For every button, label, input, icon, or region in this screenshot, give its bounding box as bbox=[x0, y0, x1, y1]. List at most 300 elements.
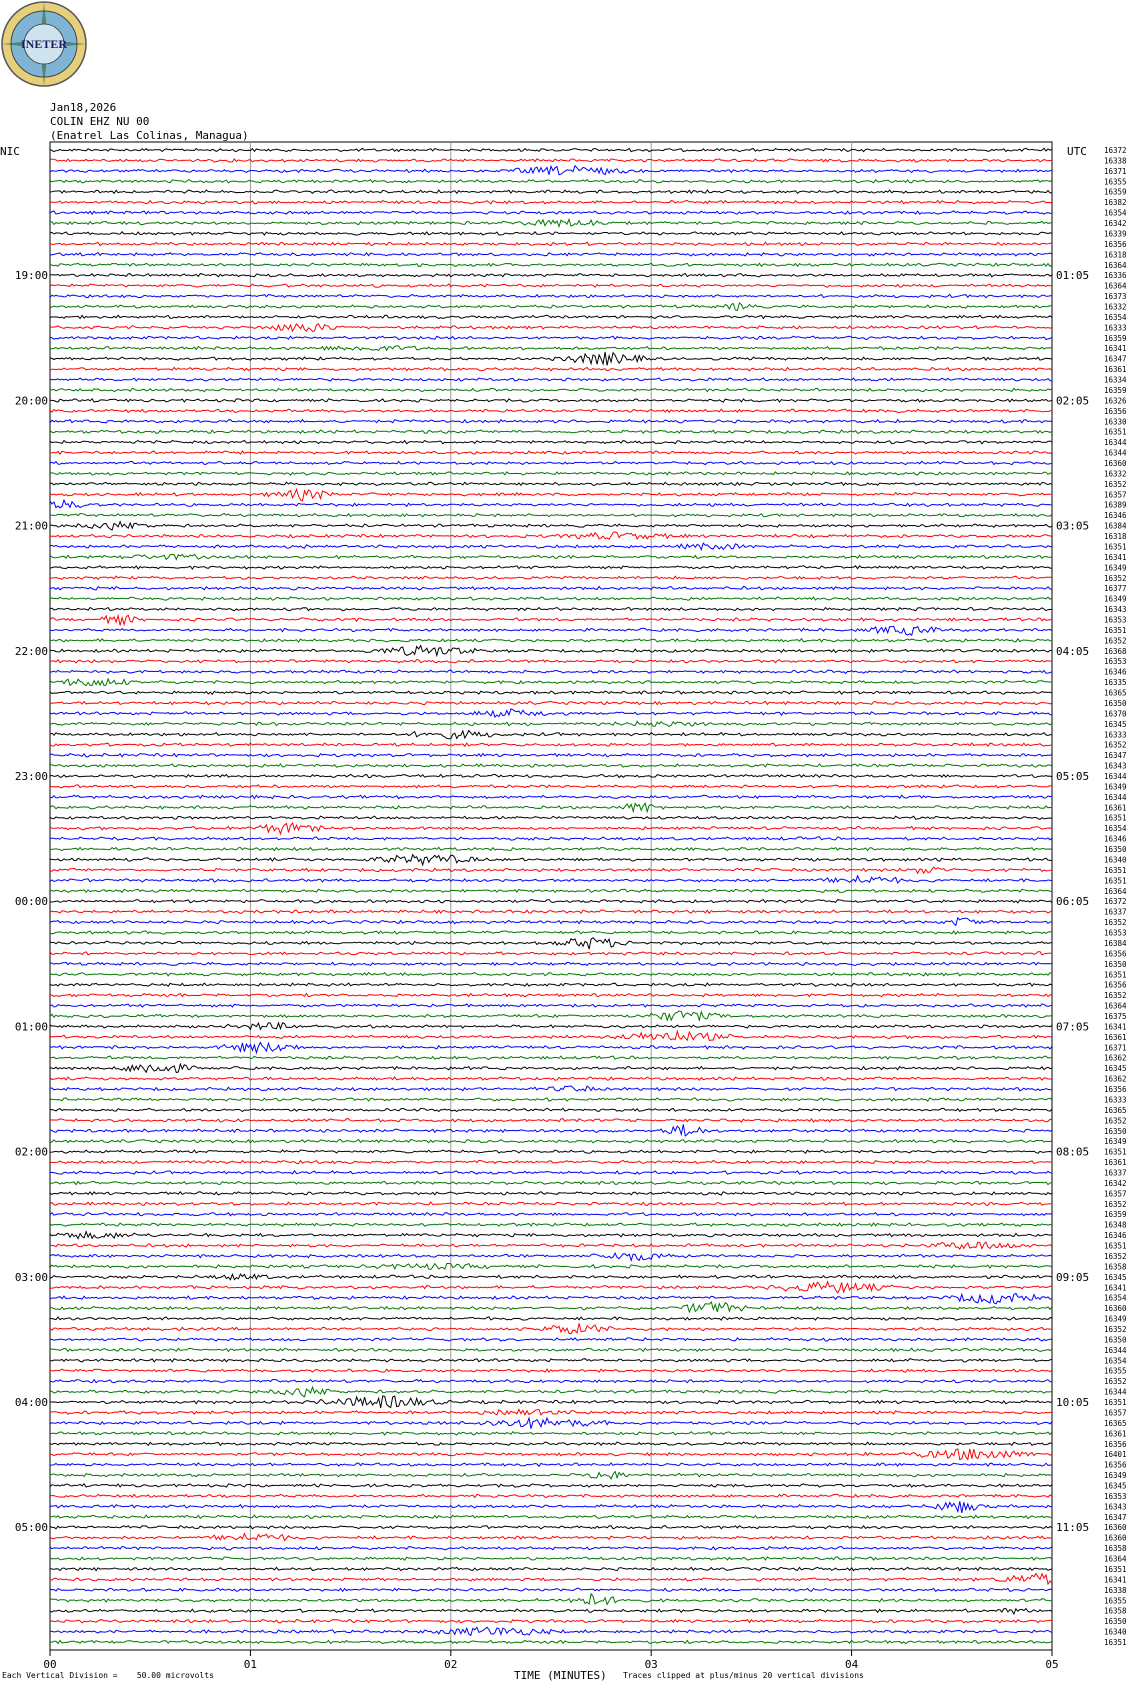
trace-value-label: 16347 bbox=[1104, 751, 1127, 761]
seismic-trace bbox=[50, 1409, 1052, 1415]
trace-value-label: 16365 bbox=[1104, 1105, 1127, 1115]
seismic-trace bbox=[50, 1031, 1052, 1040]
left-time-label: 05:00 bbox=[14, 1521, 48, 1535]
trace-value-label: 16342 bbox=[1104, 1178, 1127, 1188]
seismic-trace bbox=[50, 1369, 1052, 1372]
trace-value-label: 16345 bbox=[1104, 1064, 1127, 1074]
trace-value-label: 16351 bbox=[1104, 876, 1127, 886]
trace-value-label: 16353 bbox=[1104, 1491, 1127, 1501]
seismic-trace bbox=[50, 253, 1052, 256]
trace-value-label: 16352 bbox=[1104, 740, 1127, 750]
seismic-trace bbox=[50, 973, 1052, 976]
trace-value-label: 16343 bbox=[1104, 605, 1127, 615]
trace-value-label: 16361 bbox=[1104, 803, 1127, 813]
trace-value-label: 16350 bbox=[1104, 1126, 1127, 1136]
right-time-label: 02:05 bbox=[1056, 394, 1090, 408]
right-time-label: 08:05 bbox=[1056, 1145, 1090, 1159]
seismic-trace bbox=[50, 1594, 1052, 1605]
trace-value-label: 16356 bbox=[1104, 949, 1127, 959]
seismic-trace bbox=[50, 303, 1052, 310]
seismic-trace bbox=[50, 451, 1052, 454]
right-time-label: 03:05 bbox=[1056, 519, 1090, 533]
trace-value-label: 16333 bbox=[1104, 730, 1127, 740]
seismic-trace bbox=[50, 646, 1052, 656]
trace-value-label: 16364 bbox=[1104, 886, 1127, 896]
seismic-trace bbox=[50, 1202, 1052, 1205]
trace-value-label: 16358 bbox=[1104, 1262, 1127, 1272]
trace-value-label: 16344 bbox=[1104, 792, 1127, 802]
seismic-trace bbox=[50, 1098, 1052, 1101]
trace-value-label: 16357 bbox=[1104, 1408, 1127, 1418]
x-tick-label: 04 bbox=[844, 1658, 859, 1671]
seismic-trace bbox=[50, 1023, 1052, 1030]
left-time-label: 19:00 bbox=[14, 269, 48, 283]
trace-value-label: 16349 bbox=[1104, 1314, 1127, 1324]
seismic-trace bbox=[50, 889, 1052, 892]
left-time-label: 01:00 bbox=[14, 1020, 48, 1034]
seismic-trace bbox=[50, 1077, 1052, 1080]
trace-value-label: 16349 bbox=[1104, 1137, 1127, 1147]
seismic-trace bbox=[50, 1449, 1052, 1460]
trace-value-label: 16350 bbox=[1104, 845, 1127, 855]
trace-value-label: 16354 bbox=[1104, 1356, 1127, 1366]
seismic-trace bbox=[50, 201, 1052, 204]
trace-value-label: 16351 bbox=[1104, 1638, 1127, 1647]
trace-value-label: 16318 bbox=[1104, 532, 1127, 542]
seismic-trace bbox=[50, 1056, 1052, 1059]
trace-value-label: 16354 bbox=[1104, 312, 1127, 322]
trace-value-label: 16344 bbox=[1104, 1387, 1127, 1397]
trace-value-label: 16332 bbox=[1104, 469, 1127, 479]
seismic-trace bbox=[50, 1011, 1052, 1020]
trace-value-label: 16373 bbox=[1104, 292, 1127, 302]
trace-value-label: 16359 bbox=[1104, 333, 1127, 343]
trace-value-label: 16364 bbox=[1104, 281, 1127, 291]
trace-value-label: 16354 bbox=[1104, 1293, 1127, 1303]
seismic-trace bbox=[50, 1124, 1052, 1136]
seismic-trace bbox=[50, 1264, 1052, 1270]
seismic-trace bbox=[50, 522, 1052, 530]
seismic-trace bbox=[50, 1348, 1052, 1351]
seismic-trace bbox=[50, 1588, 1052, 1591]
trace-value-label: 16340 bbox=[1104, 1627, 1127, 1637]
seismic-trace bbox=[50, 1609, 1052, 1615]
trace-value-label: 16349 bbox=[1104, 563, 1127, 573]
seismic-trace bbox=[50, 232, 1052, 235]
seismic-trace bbox=[50, 482, 1052, 485]
x-tick-label: 00 bbox=[43, 1658, 57, 1671]
trace-group bbox=[50, 148, 1052, 1643]
clip-note: Traces clipped at plus/minus 20 vertical divisions bbox=[623, 1671, 864, 1680]
left-time-label: 00:00 bbox=[14, 895, 48, 909]
right-time-label: 04:05 bbox=[1056, 644, 1090, 658]
trace-value-label: 16345 bbox=[1104, 1272, 1127, 1282]
trace-value-label: 16351 bbox=[1104, 865, 1127, 875]
trace-value-label: 16360 bbox=[1104, 1304, 1127, 1314]
left-timezone-label: NIC bbox=[0, 145, 20, 158]
seismic-trace bbox=[50, 1232, 1052, 1239]
seismic-trace bbox=[50, 962, 1052, 965]
trace-value-label: 16352 bbox=[1104, 1199, 1127, 1209]
trace-value-label: 16351 bbox=[1104, 1147, 1127, 1157]
seismic-trace bbox=[50, 1171, 1052, 1174]
seismic-trace bbox=[50, 576, 1052, 579]
seismic-trace bbox=[50, 1432, 1052, 1435]
seismic-trace bbox=[50, 983, 1052, 986]
seismic-trace bbox=[50, 774, 1052, 777]
trace-value-label: 16347 bbox=[1104, 354, 1127, 364]
seismic-trace bbox=[50, 489, 1052, 500]
seismic-trace bbox=[50, 1494, 1052, 1497]
trace-value-label: 16364 bbox=[1104, 1001, 1127, 1011]
trace-value-label: 16356 bbox=[1104, 1085, 1127, 1095]
seismic-trace bbox=[50, 691, 1052, 694]
trace-value-label: 16361 bbox=[1104, 1032, 1127, 1042]
x-axis-ticks bbox=[43, 1650, 1058, 1671]
trace-value-label: 16382 bbox=[1104, 198, 1127, 208]
trace-value-label: 16362 bbox=[1104, 1053, 1127, 1063]
trace-value-label: 16377 bbox=[1104, 584, 1127, 594]
trace-value-label: 16372 bbox=[1104, 146, 1127, 155]
seismic-trace bbox=[50, 764, 1052, 767]
seismic-trace bbox=[50, 284, 1052, 287]
trace-value-label: 16365 bbox=[1104, 688, 1127, 698]
seismic-trace bbox=[50, 938, 1052, 949]
seismic-trace bbox=[50, 461, 1052, 464]
seismic-trace bbox=[50, 910, 1052, 913]
seismic-trace bbox=[50, 1526, 1052, 1529]
trace-value-label: 16333 bbox=[1104, 323, 1127, 333]
x-tick-label: 01 bbox=[243, 1658, 258, 1671]
seismic-trace bbox=[50, 315, 1052, 318]
seismic-trace bbox=[50, 1534, 1052, 1541]
trace-value-label: 16371 bbox=[1104, 1043, 1127, 1053]
trace-value-label: 16338 bbox=[1104, 1585, 1127, 1595]
trace-value-label: 16364 bbox=[1104, 1554, 1127, 1564]
seismic-trace bbox=[50, 532, 1052, 539]
right-time-label: 11:05 bbox=[1056, 1521, 1090, 1535]
seismic-trace bbox=[50, 855, 1052, 865]
trace-value-label: 16341 bbox=[1104, 344, 1127, 354]
trace-value-label: 16352 bbox=[1104, 1251, 1127, 1261]
trace-value-label: 16350 bbox=[1104, 698, 1127, 708]
seismic-trace bbox=[50, 1140, 1052, 1143]
seismic-trace bbox=[50, 1620, 1052, 1623]
seismic-trace bbox=[50, 166, 1052, 175]
left-time-label: 04:00 bbox=[14, 1396, 48, 1410]
svg-text:INETER: INETER bbox=[20, 37, 68, 51]
seismic-trace bbox=[50, 352, 1052, 365]
seismic-trace bbox=[50, 1160, 1052, 1163]
trace-value-label: 16364 bbox=[1104, 260, 1127, 270]
trace-value-label: 16353 bbox=[1104, 928, 1127, 938]
trace-value-label: 16340 bbox=[1104, 855, 1127, 865]
trace-value-label: 16330 bbox=[1104, 417, 1127, 427]
seismic-trace bbox=[50, 336, 1052, 339]
seismic-trace bbox=[50, 1515, 1052, 1518]
seismic-trace bbox=[50, 148, 1052, 151]
trace-value-label: 16341 bbox=[1104, 1283, 1127, 1293]
trace-value-label: 16352 bbox=[1104, 1377, 1127, 1387]
trace-value-label: 16337 bbox=[1104, 1168, 1127, 1178]
seismic-trace bbox=[50, 1640, 1052, 1643]
trace-value-label: 16356 bbox=[1104, 1439, 1127, 1449]
trace-value-label: 16346 bbox=[1104, 834, 1127, 844]
seismic-trace bbox=[50, 500, 1052, 508]
trace-value-label: 16360 bbox=[1104, 1523, 1127, 1533]
seismic-trace bbox=[50, 1282, 1052, 1293]
x-axis-title: TIME (MINUTES) bbox=[514, 1669, 607, 1682]
trace-value-label: 16341 bbox=[1104, 1575, 1127, 1585]
seismic-trace bbox=[50, 587, 1052, 590]
trace-value-label: 16351 bbox=[1104, 1564, 1127, 1574]
seismic-trace bbox=[50, 346, 1052, 351]
scale-note: Each Vertical Division = 50.00 microvolts bbox=[2, 1671, 214, 1680]
trace-value-label: 16349 bbox=[1104, 594, 1127, 604]
trace-value-label: 16352 bbox=[1104, 918, 1127, 928]
trace-value-label: 16384 bbox=[1104, 521, 1127, 531]
trace-value-label: 16348 bbox=[1104, 1220, 1127, 1230]
seismic-trace bbox=[50, 368, 1052, 371]
seismic-trace bbox=[50, 670, 1052, 673]
seismic-trace bbox=[50, 1547, 1052, 1550]
seismic-trace bbox=[50, 837, 1052, 840]
trace-value-label: 16346 bbox=[1104, 511, 1127, 521]
seismic-trace bbox=[50, 1086, 1052, 1091]
trace-value-label: 16352 bbox=[1104, 573, 1127, 583]
seismic-trace bbox=[50, 543, 1052, 550]
seismic-trace bbox=[50, 1192, 1052, 1195]
seismic-trace bbox=[50, 1253, 1052, 1260]
left-time-label: 22:00 bbox=[14, 644, 48, 658]
seismic-trace bbox=[50, 1181, 1052, 1184]
trace-value-label: 16341 bbox=[1104, 552, 1127, 562]
x-tick-label: 03 bbox=[644, 1658, 658, 1671]
seismic-trace bbox=[50, 1323, 1052, 1334]
seismic-trace bbox=[50, 1302, 1052, 1312]
seismic-trace bbox=[50, 1150, 1052, 1153]
header-location: (Enatrel Las Colinas, Managua) bbox=[50, 129, 249, 142]
seismic-trace bbox=[50, 900, 1052, 903]
seismic-trace bbox=[50, 1213, 1052, 1216]
trace-value-label: 16336 bbox=[1104, 271, 1127, 281]
trace-value-label: 16351 bbox=[1104, 970, 1127, 980]
seismic-trace bbox=[50, 219, 1052, 226]
seismic-trace bbox=[50, 1004, 1052, 1007]
trace-value-label: 16359 bbox=[1104, 187, 1127, 197]
trace-value-label: 16353 bbox=[1104, 657, 1127, 667]
trace-value-label: 16360 bbox=[1104, 459, 1127, 469]
trace-value-label: 16349 bbox=[1104, 1471, 1127, 1481]
trace-value-label: 16342 bbox=[1104, 219, 1127, 229]
seismic-trace bbox=[50, 1293, 1052, 1304]
trace-value-label: 16355 bbox=[1104, 1596, 1127, 1606]
x-tick-label: 02 bbox=[444, 1658, 458, 1671]
seismic-trace bbox=[50, 1442, 1052, 1445]
trace-value-label: 16344 bbox=[1104, 448, 1127, 458]
trace-value-label: 16359 bbox=[1104, 385, 1127, 395]
trace-value-label: 16375 bbox=[1104, 1011, 1127, 1021]
right-time-label: 05:05 bbox=[1056, 770, 1090, 784]
seismic-trace bbox=[50, 918, 1052, 926]
trace-value-label: 16350 bbox=[1104, 1335, 1127, 1345]
left-time-label: 23:00 bbox=[14, 770, 48, 784]
seismic-trace bbox=[50, 441, 1052, 444]
trace-value-label: 16332 bbox=[1104, 302, 1127, 312]
seismic-trace bbox=[50, 660, 1052, 663]
trace-value-label: 16365 bbox=[1104, 1418, 1127, 1428]
seismic-trace bbox=[50, 554, 1052, 559]
trace-value-label: 16361 bbox=[1104, 365, 1127, 375]
trace-value-label: 16351 bbox=[1104, 1241, 1127, 1251]
right-timezone-label: UTC bbox=[1067, 145, 1087, 158]
trace-value-label: 16344 bbox=[1104, 772, 1127, 782]
seismic-trace bbox=[50, 1574, 1052, 1585]
seismic-trace bbox=[50, 721, 1052, 726]
trace-value-label: 16334 bbox=[1104, 375, 1127, 385]
trace-value-label: 16351 bbox=[1104, 542, 1127, 552]
trace-value-label: 16355 bbox=[1104, 1366, 1127, 1376]
trace-value-label: 16358 bbox=[1104, 1544, 1127, 1554]
trace-value-label: 16356 bbox=[1104, 406, 1127, 416]
seismic-trace bbox=[50, 1380, 1052, 1383]
trace-value-label: 16351 bbox=[1104, 813, 1127, 823]
seismic-trace bbox=[50, 1242, 1052, 1249]
trace-value-label: 16333 bbox=[1104, 1095, 1127, 1105]
seismic-trace bbox=[50, 388, 1052, 391]
trace-value-label: 16357 bbox=[1104, 1189, 1127, 1199]
left-time-label: 21:00 bbox=[14, 519, 48, 533]
trace-value-label: 16339 bbox=[1104, 229, 1127, 239]
seismic-trace bbox=[50, 159, 1052, 162]
trace-value-labels bbox=[1104, 146, 1127, 1647]
seismic-trace bbox=[50, 754, 1052, 757]
seismic-trace bbox=[50, 1338, 1052, 1341]
trace-value-label: 16326 bbox=[1104, 396, 1127, 406]
trace-value-label: 16356 bbox=[1104, 239, 1127, 249]
seismic-trace bbox=[50, 1418, 1052, 1429]
trace-value-label: 16338 bbox=[1104, 156, 1127, 166]
trace-value-label: 16354 bbox=[1104, 824, 1127, 834]
trace-value-label: 16347 bbox=[1104, 1512, 1127, 1522]
trace-value-label: 16350 bbox=[1104, 1617, 1127, 1627]
trace-value-label: 16370 bbox=[1104, 709, 1127, 719]
trace-value-label: 16368 bbox=[1104, 646, 1127, 656]
trace-value-label: 16346 bbox=[1104, 1231, 1127, 1241]
right-time-labels bbox=[1056, 269, 1089, 1534]
trace-value-label: 16352 bbox=[1104, 1324, 1127, 1334]
trace-value-label: 16353 bbox=[1104, 615, 1127, 625]
trace-value-label: 16372 bbox=[1104, 897, 1127, 907]
seismic-trace bbox=[50, 931, 1052, 934]
seismic-trace bbox=[50, 731, 1052, 739]
seismic-trace bbox=[50, 803, 1052, 811]
seismic-trace bbox=[50, 993, 1052, 996]
left-time-label: 20:00 bbox=[14, 394, 48, 408]
seismic-trace bbox=[50, 867, 1052, 873]
trace-value-label: 16343 bbox=[1104, 1502, 1127, 1512]
seismic-trace bbox=[50, 709, 1052, 717]
trace-value-label: 16351 bbox=[1104, 427, 1127, 437]
trace-value-label: 16354 bbox=[1104, 208, 1127, 218]
trace-value-label: 16343 bbox=[1104, 761, 1127, 771]
seismic-trace bbox=[50, 597, 1052, 600]
trace-value-label: 16345 bbox=[1104, 719, 1127, 729]
seismic-trace bbox=[50, 566, 1052, 569]
header-date: Jan18,2026 bbox=[50, 101, 117, 114]
trace-value-label: 16344 bbox=[1104, 438, 1127, 448]
seismic-trace bbox=[50, 211, 1052, 214]
seismic-trace bbox=[50, 615, 1052, 625]
seismic-trace bbox=[50, 399, 1052, 402]
trace-value-label: 16355 bbox=[1104, 177, 1127, 187]
seismic-trace bbox=[50, 626, 1052, 635]
seismic-trace bbox=[50, 1064, 1052, 1073]
trace-value-label: 16337 bbox=[1104, 907, 1127, 917]
seismic-trace bbox=[50, 242, 1052, 245]
right-time-label: 09:05 bbox=[1056, 1270, 1090, 1284]
seismic-trace bbox=[50, 1472, 1052, 1479]
seismic-trace bbox=[50, 1317, 1052, 1320]
x-tick-label: 05 bbox=[1045, 1658, 1059, 1671]
seismic-trace bbox=[50, 1463, 1052, 1466]
left-time-label: 02:00 bbox=[14, 1145, 48, 1159]
seismic-trace bbox=[50, 608, 1052, 611]
seismic-trace bbox=[50, 1274, 1052, 1280]
trace-value-label: 16362 bbox=[1104, 1074, 1127, 1084]
seismic-trace bbox=[50, 1557, 1052, 1560]
trace-value-label: 16341 bbox=[1104, 1022, 1127, 1032]
trace-value-label: 16361 bbox=[1104, 1158, 1127, 1168]
seismic-trace bbox=[50, 190, 1052, 193]
trace-value-label: 16361 bbox=[1104, 1429, 1127, 1439]
left-time-labels bbox=[15, 269, 48, 1534]
seismic-trace bbox=[50, 823, 1052, 834]
seismic-trace bbox=[50, 1484, 1052, 1487]
seismic-trace bbox=[50, 1627, 1052, 1635]
trace-value-label: 16352 bbox=[1104, 479, 1127, 489]
seismic-trace bbox=[50, 180, 1052, 183]
trace-value-label: 16389 bbox=[1104, 500, 1127, 510]
seismic-trace bbox=[50, 1108, 1052, 1111]
seismic-trace bbox=[50, 324, 1052, 332]
seismic-trace bbox=[50, 952, 1052, 955]
trace-value-label: 16401 bbox=[1104, 1450, 1127, 1460]
trace-value-label: 16345 bbox=[1104, 1481, 1127, 1491]
seismic-trace bbox=[50, 295, 1052, 298]
seismic-trace bbox=[50, 701, 1052, 704]
seismic-trace bbox=[50, 743, 1052, 746]
seismic-trace bbox=[50, 1387, 1052, 1397]
seismic-trace bbox=[50, 785, 1052, 788]
right-time-label: 07:05 bbox=[1056, 1020, 1090, 1034]
trace-value-label: 16351 bbox=[1104, 1398, 1127, 1408]
trace-value-label: 16352 bbox=[1104, 991, 1127, 1001]
seismic-trace bbox=[50, 430, 1052, 433]
trace-value-label: 16358 bbox=[1104, 1606, 1127, 1616]
seismic-trace bbox=[50, 1119, 1052, 1122]
seismic-trace bbox=[50, 679, 1052, 686]
trace-value-label: 16335 bbox=[1104, 678, 1127, 688]
seismic-trace bbox=[50, 639, 1052, 642]
right-time-label: 06:05 bbox=[1056, 895, 1090, 909]
trace-value-label: 16350 bbox=[1104, 959, 1127, 969]
seismic-trace bbox=[50, 847, 1052, 850]
seismic-trace bbox=[50, 274, 1052, 277]
trace-value-label: 16357 bbox=[1104, 490, 1127, 500]
seismic-trace bbox=[50, 409, 1052, 412]
seismic-trace bbox=[50, 472, 1052, 475]
